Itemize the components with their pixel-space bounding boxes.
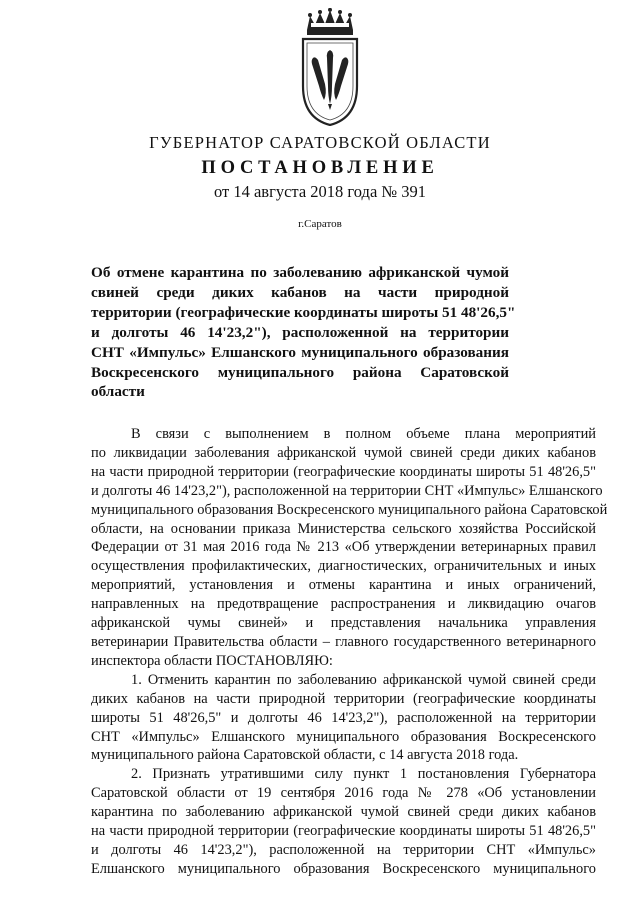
body-line: Федерации от 31 мая 2016 года № 213 «Об утверждении ветеринарных правил (91, 539, 596, 556)
body-line: Саратовской области от 19 сентября 2016 года № 278 «Об установлении (91, 785, 596, 802)
body-line: на части природной территории (географические координаты широты 51 48'26,5" (91, 823, 596, 840)
body-line: и долготы 46 14'23,2"), расположенной на территории СНТ «Импульс» (91, 841, 596, 858)
body-line: 1. Отменить карантин по заболеванию африканской чумой свиней среди (131, 671, 596, 688)
body-line: мероприятий, установления и отмены карантина и иных ограничений, (91, 577, 596, 594)
body-line: по ликвидации заболевания африканской чумой свиней среди диких кабанов (91, 444, 596, 461)
body-line: В связи с выполнением в полном объеме плана мероприятий (131, 426, 596, 442)
body-line: ветеринарии Правительства области – главного государственного ветеринарного (91, 633, 596, 650)
body-line: муниципального района Саратовской области, с 14 августа 2018 года. (91, 747, 519, 764)
body-line: 2. Признать утратившими силу пункт 1 постановления Губернатора (131, 766, 596, 783)
title-line: области (91, 383, 145, 401)
title-line: СНТ «Импульс» Елшанского муниципального образования (91, 343, 509, 361)
body-line: диких кабанов на части природной территории (географические координаты (91, 690, 596, 707)
body-line: направленных на предотвращение распространения и ликвидацию очагов (91, 596, 596, 613)
body-line: широты 51 48'26,5" и долготы 46 14'23,2"), расположенной на территории (91, 709, 596, 726)
body-line: муниципального образования Воскресенского муниципального района Саратовской (91, 501, 608, 518)
title-line: территории (географические координаты широты 51 48'26,5" (91, 303, 516, 321)
document-body (91, 425, 608, 879)
body-line: осуществления профилактических, диагностических, ограничительных и иных (91, 558, 596, 575)
body-line: инспектора области ПОСТАНОВЛЯЮ: (91, 652, 333, 669)
title-line: свиней среди диких кабанов на части природной (91, 283, 509, 301)
document-date-number: от 14 августа 2018 года № 391 (213, 182, 427, 201)
document-place: г.Саратов (298, 218, 342, 230)
document-title (91, 263, 516, 402)
title-line: Об отмене карантина по заболеванию африканской чумой (91, 264, 509, 281)
coat-of-arms-emblem (297, 8, 363, 126)
document-type: ПОСТАНОВЛЕНИЕ (201, 158, 439, 178)
body-line: СНТ «Импульс» Елшанского муниципального образования Воскресенского (91, 728, 596, 745)
body-line: карантина по заболеванию африканской чумой свиней среди диких кабанов (91, 804, 596, 821)
body-line: африканской чумы свиней» и представления начальника управления (91, 615, 596, 632)
title-line: и долготы 46 14'23,2"), расположенной на территории (91, 323, 509, 341)
body-line: области, на основании приказа Министерства сельского хозяйства Российской (91, 520, 596, 537)
body-line: Елшанского муниципального образования Воскресенского муниципального (91, 860, 596, 877)
issuing-authority: ГУБЕРНАТОР САРАТОВСКОЙ ОБЛАСТИ (149, 133, 491, 152)
title-line: Воскресенского муниципального района Саратовской (91, 363, 509, 381)
body-line: на части природной территории (географические координаты широты 51 48'26,5" (91, 463, 596, 480)
body-line: и долготы 46 14'23,2"), расположенной на территории СНТ «Импульс» Елшанского (91, 482, 603, 499)
